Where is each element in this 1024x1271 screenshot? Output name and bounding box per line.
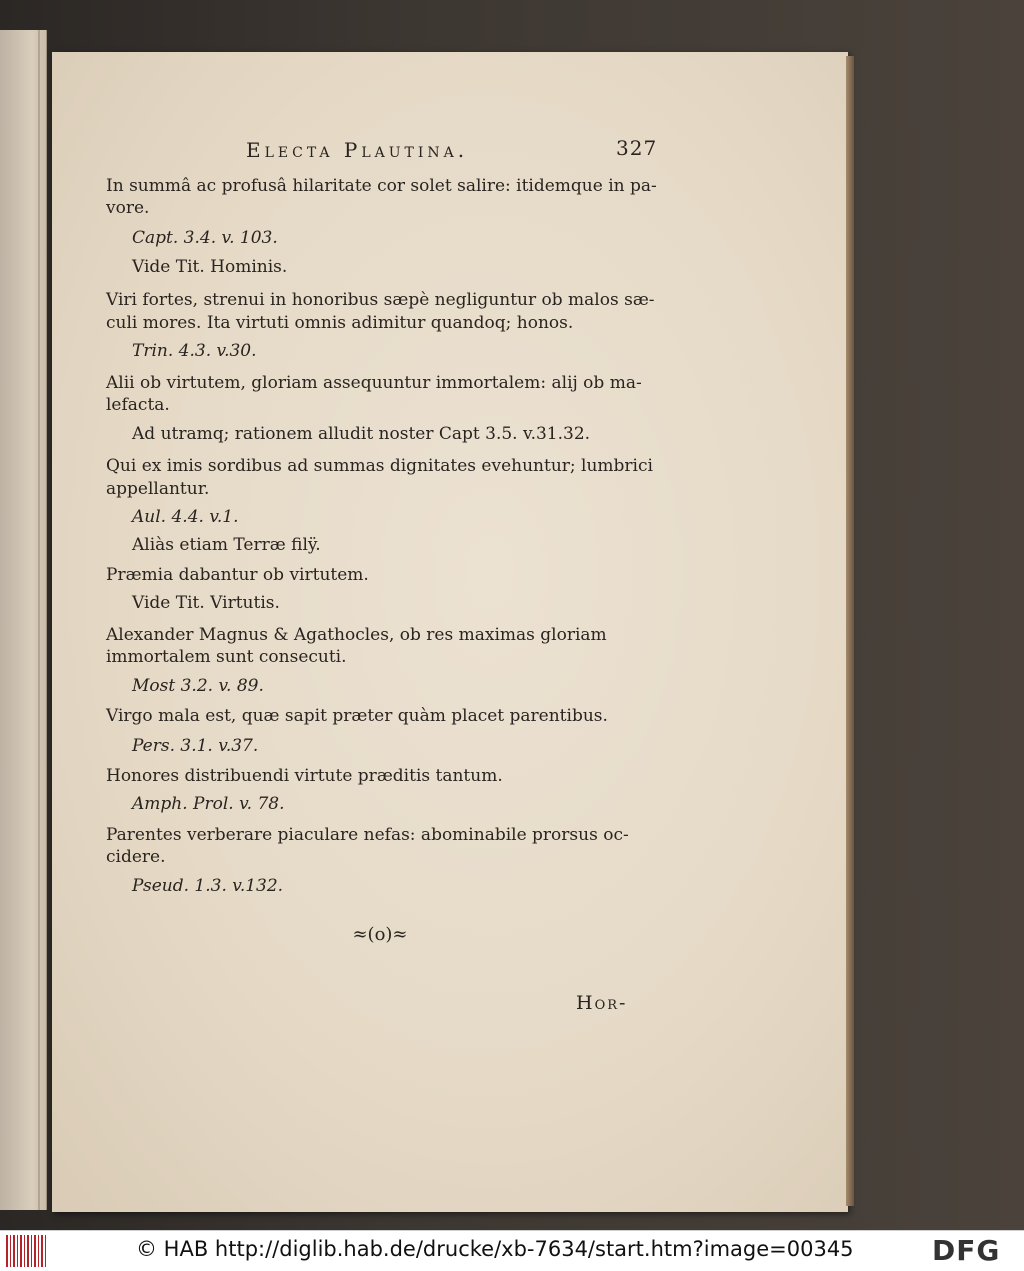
entry-1-ref-2: Vide Tit. Hominis. bbox=[132, 257, 288, 277]
entry-7-line-1: Virgo mala est, quæ sapit præter quàm placet parentibus. bbox=[106, 706, 608, 726]
dfg-logo: DFG bbox=[932, 1234, 1001, 1267]
entry-1-ref-1: Capt. 3.4. v. 103. bbox=[132, 228, 278, 248]
entry-1-line-1: In summâ ac profusâ hilaritate cor solet salire: itidemque in pa- bbox=[106, 176, 657, 196]
entry-4-ref-1: Aul. 4.4. v.1. bbox=[132, 507, 239, 527]
catchword: Hor- bbox=[576, 992, 628, 1014]
entry-9-ref-1: Pseud. 1.3. v.132. bbox=[132, 876, 284, 896]
entry-9-line-1: Parentes verberare piaculare nefas: abominabile prorsus oc- bbox=[106, 825, 629, 845]
entry-3-ref-1: Ad utramq; rationem alludit noster Capt 3.5. v.31.32. bbox=[132, 424, 591, 444]
entry-8-ref-1: Amph. Prol. v. 78. bbox=[132, 794, 285, 814]
entry-1-line-2: vore. bbox=[106, 198, 150, 218]
entry-2-ref-1: Trin. 4.3. v.30. bbox=[132, 341, 257, 361]
entry-9-line-2: cidere. bbox=[106, 847, 166, 867]
fleuron-ornament: ≈(o)≈ bbox=[352, 924, 408, 945]
entry-2-line-1: Viri fortes, strenui in honoribus sæpè negliguntur ob malos sæ- bbox=[106, 290, 655, 310]
entry-6-line-1: Alexander Magnus & Agathocles, ob res maximas gloriam bbox=[106, 625, 607, 645]
entry-5-line-1: Præmia dabantur ob virtutem. bbox=[106, 565, 369, 585]
entry-7-ref-1: Pers. 3.1. v.37. bbox=[132, 736, 259, 756]
entry-2-line-2: culi mores. Ita virtuti omnis adimitur quandoq; honos. bbox=[106, 313, 574, 333]
entry-6-line-2: immortalem sunt consecuti. bbox=[106, 647, 347, 667]
page-fore-edge bbox=[846, 56, 854, 1206]
entry-4-ref-2: Aliàs etiam Terræ filÿ. bbox=[132, 535, 321, 555]
running-header bbox=[246, 138, 666, 168]
entry-6-ref-1: Most 3.2. v. 89. bbox=[132, 676, 264, 696]
barcode-icon bbox=[6, 1235, 46, 1267]
entry-4-line-2: appellantur. bbox=[106, 479, 210, 499]
entry-3-line-2: lefacta. bbox=[106, 395, 170, 415]
entry-8-line-1: Honores distribuendi virtute præditis tantum. bbox=[106, 766, 503, 786]
copyright-link[interactable]: © HAB http://diglib.hab.de/drucke/xb-7634/start.htm?image=00345 bbox=[136, 1237, 854, 1261]
entry-4-line-1: Qui ex imis sordibus ad summas dignitates evehuntur; lumbrici bbox=[106, 456, 653, 476]
entry-3-line-1: Alii ob virtutem, gloriam assequuntur immortalem: alij ob ma- bbox=[106, 373, 642, 393]
footer-bar bbox=[0, 1230, 1024, 1271]
running-title: Electa Plautina. bbox=[246, 138, 469, 162]
page-number: 327 bbox=[616, 136, 658, 160]
adjacent-page-edge bbox=[0, 30, 47, 1210]
entry-5-ref-1: Vide Tit. Virtutis. bbox=[132, 593, 280, 613]
